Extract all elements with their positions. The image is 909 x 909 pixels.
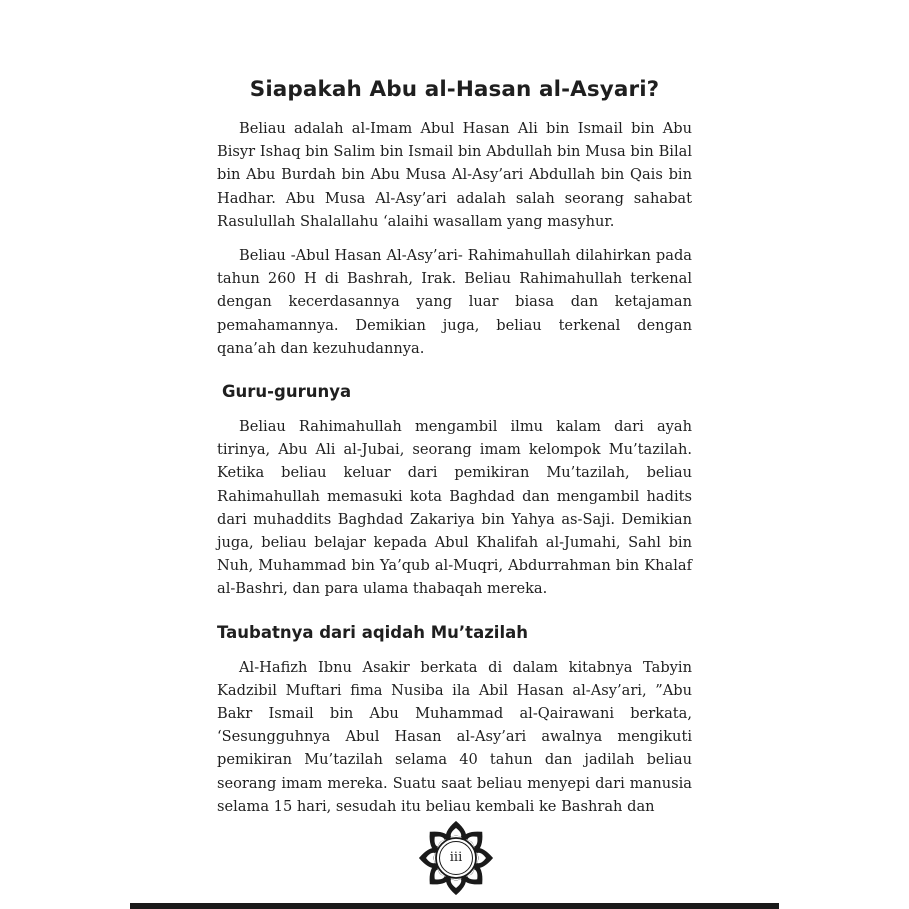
section-heading-guru: Guru-gurunya: [222, 382, 352, 402]
section-guru-paragraph: Beliau Rahimahullah mengambil ilmu kalam dari ayah tirinya, Abu Ali al-Jubai, seorang imam kelompok Mu’tazilah. Ketika beliau keluar dari pemikiran Mu’tazilah, beliau Rahimahullah memasuki kota Baghdad dan mengambil hadits dari muhaddits Baghdad Zakariya bin Yahya as-Saji. Demikian juga, beliau belajar kepada Abul Khalifah al-Jumahi, Sahl bin Nuh, Muhammad bin Ya’qub al-Muqri, Abdurrahman bin Khalaf al-Bashri, dan para ulama thabaqah mereka.: [217, 418, 692, 598]
page-content: [217, 76, 692, 829]
intro-paragraph-2: Beliau -Abul Hasan Al-Asy’ari- Rahimahullah dilahirkan pada tahun 260 H di Bashrah, Irak. Beliau Rahimahullah terkenal dengan kecerdasannya yang luar biasa dan ketajaman pemahamannya. Demikian juga, beliau terkenal dengan qana’ah dan kezuhudannya.: [217, 247, 692, 357]
section-taubat-paragraph: Al-Hafizh Ibnu Asakir berkata di dalam kitabnya Tabyin Kadzibil Muftari fima Nusiba ila Abil Hasan al-Asy’ari, ”Abu Bakr Ismail bin Abu Muhammad al-Qairawani berkata, ‘Sesungguhnya Abul Hasan al-Asy’ari awalnya mengikuti pemikiran Mu’tazilah selama 40 tahun dan jadilah beliau seorang imam mereka. Suatu saat beliau menyepi dari manusia selama 15 hari, sesudah itu beliau kembali ke Bashrah dan: [217, 658, 692, 815]
intro-paragraph-1: Beliau adalah al-Imam Abul Hasan Ali bin Ismail bin Abu Bisyr Ishaq bin Salim bin Ismail bin Abdullah bin Musa bin Bilal bin Abu Burdah bin Abu Musa Al-Asy’ari Abdullah bin Qais bin Hadhar. Abu Musa Al-Asy’ari adalah salah seorang sahabat Rasulullah Shalallahu ‘alaihi wasallam yang masyhur.: [217, 120, 692, 230]
bottom-edge-bar: [130, 903, 779, 909]
page-number: iii: [449, 850, 463, 865]
page-title: Siapakah Abu al-Hasan al-Asyari?: [249, 77, 660, 102]
section-heading-taubat: Taubatnya dari aqidah Mu’tazilah: [217, 622, 528, 642]
